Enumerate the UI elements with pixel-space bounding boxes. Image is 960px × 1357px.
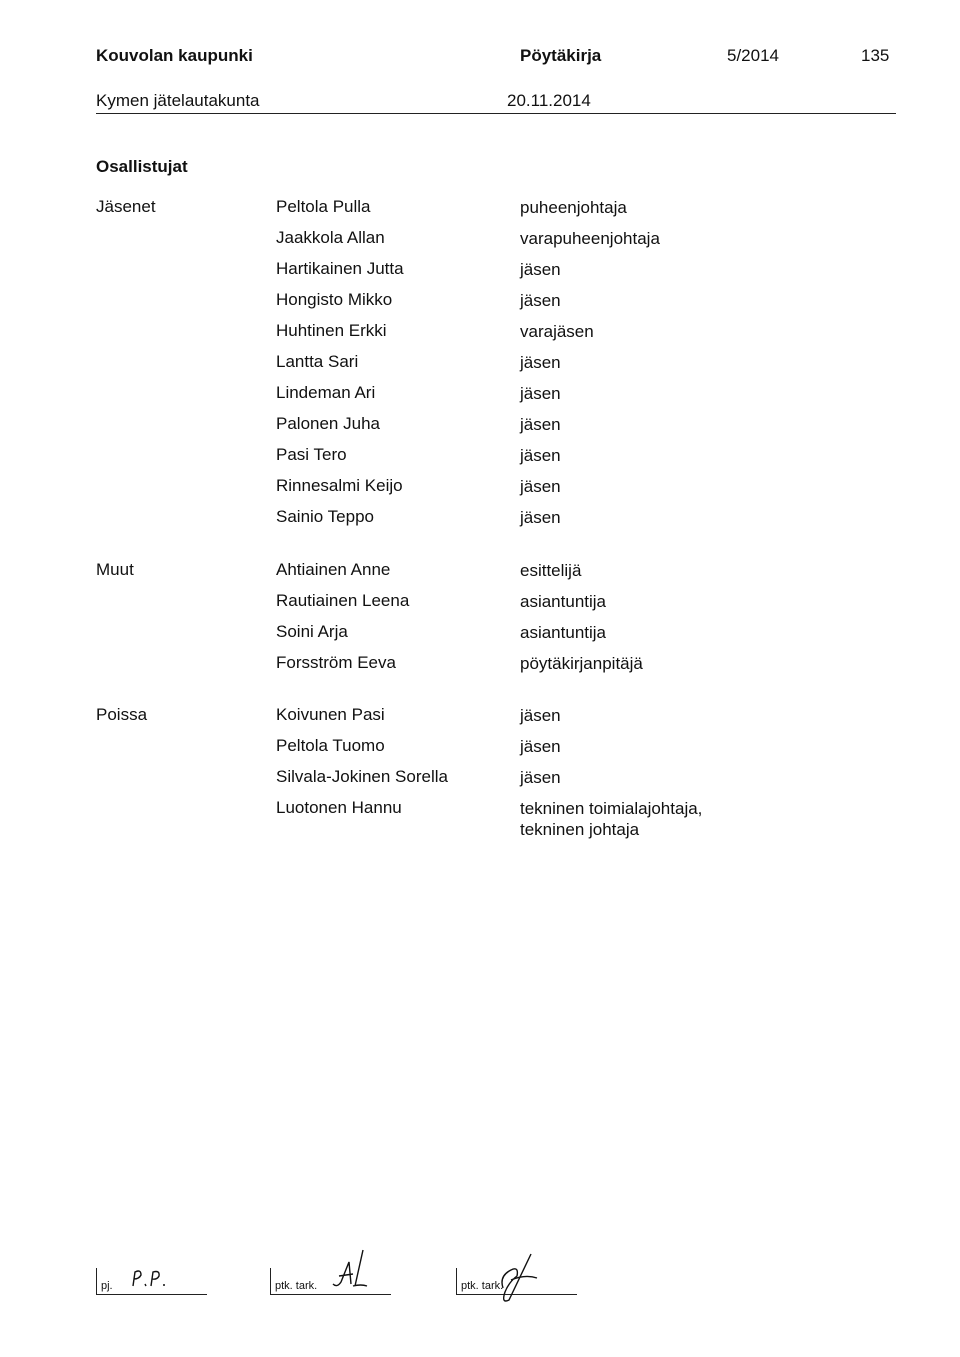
participant-row — [0, 290, 960, 321]
participant-row — [0, 560, 960, 591]
checker1-signature-label: ptk. tark. — [275, 1280, 318, 1292]
participant-row — [0, 197, 960, 228]
participant-row — [0, 591, 960, 622]
participant-name: Lindeman Ari — [276, 383, 376, 402]
participant-name: Peltola Pulla — [276, 197, 371, 216]
participant-row — [0, 705, 960, 736]
participant-role: varapuheenjohtaja — [520, 229, 660, 248]
participant-name: Rinnesalmi Keijo — [276, 476, 403, 495]
participant-name: Hartikainen Jutta — [276, 259, 404, 278]
group-label: Poissa — [96, 705, 148, 724]
organization-name: Kouvolan kaupunki — [96, 46, 253, 65]
participant-name: Hongisto Mikko — [276, 290, 393, 309]
participant-row — [0, 321, 960, 352]
participant-role: jäsen — [520, 737, 561, 756]
participant-row — [0, 352, 960, 383]
participant-row — [0, 476, 960, 507]
participant-role: asiantuntija — [520, 592, 607, 611]
participant-name: Forsström Eeva — [276, 653, 396, 672]
participant-name: Rautiainen Leena — [276, 591, 410, 610]
document-type: Pöytäkirja — [520, 46, 602, 65]
group-label: Muut — [96, 560, 134, 579]
participant-name: Peltola Tuomo — [276, 736, 385, 755]
participant-name: Soini Arja — [276, 622, 348, 641]
participant-role: tekninen toimialajohtaja, tekninen johtaja — [520, 799, 703, 839]
participant-name: Lantta Sari — [276, 352, 359, 371]
participant-name: Luotonen Hannu — [276, 798, 402, 817]
chair-signature-box — [96, 1268, 207, 1295]
participant-role: jäsen — [520, 446, 561, 465]
participant-role: jäsen — [520, 477, 561, 496]
participant-name: Sainio Teppo — [276, 507, 374, 526]
committee-name: Kymen jätelautakunta — [96, 91, 260, 110]
participant-row — [0, 767, 960, 798]
participant-name: Ahtiainen Anne — [276, 560, 391, 579]
participant-row — [0, 736, 960, 767]
participant-row — [0, 414, 960, 445]
participant-role: pöytäkirjanpitäjä — [520, 654, 643, 673]
participant-name: Jaakkola Allan — [276, 228, 385, 247]
participant-role: jäsen — [520, 353, 561, 372]
participant-row — [0, 383, 960, 414]
meeting-number: 5/2014 — [727, 46, 779, 65]
header-rule — [96, 113, 896, 114]
participant-row — [0, 622, 960, 653]
checker1-signature-box — [270, 1268, 391, 1295]
meeting-date: 20.11.2014 — [507, 91, 591, 110]
chair-initials-signature — [127, 1266, 187, 1290]
checker1-signature — [331, 1248, 391, 1288]
participant-row — [0, 653, 960, 684]
participant-role: asiantuntija — [520, 623, 607, 642]
participant-role: jäsen — [520, 508, 561, 527]
checker2-signature — [491, 1248, 561, 1308]
participant-role: jäsen — [520, 415, 561, 434]
participant-role: puheenjohtaja — [520, 198, 627, 217]
participant-row — [0, 798, 960, 839]
page-number: 135 — [861, 46, 890, 65]
participant-role: jäsen — [520, 384, 561, 403]
group-label: Jäsenet — [96, 197, 156, 216]
participant-role: jäsen — [520, 706, 561, 725]
participant-row — [0, 259, 960, 290]
participant-name: Palonen Juha — [276, 414, 380, 433]
participant-name: Huhtinen Erkki — [276, 321, 387, 340]
checker2-signature-label: ptk. tark. — [461, 1280, 504, 1292]
checker2-signature-box — [456, 1268, 577, 1295]
participant-role: jäsen — [520, 260, 561, 279]
participant-role: jäsen — [520, 768, 561, 787]
participant-row — [0, 445, 960, 476]
participant-row — [0, 228, 960, 259]
participant-name: Koivunen Pasi — [276, 705, 385, 724]
chair-signature-label: pj. — [101, 1280, 113, 1292]
section-title: Osallistujat — [96, 157, 188, 176]
participant-role: jäsen — [520, 291, 561, 310]
participant-name: Silvala-Jokinen Sorella — [276, 767, 448, 786]
participant-row — [0, 507, 960, 538]
participant-name: Pasi Tero — [276, 445, 347, 464]
participant-role: esittelijä — [520, 561, 582, 580]
participant-role: varajäsen — [520, 322, 594, 341]
